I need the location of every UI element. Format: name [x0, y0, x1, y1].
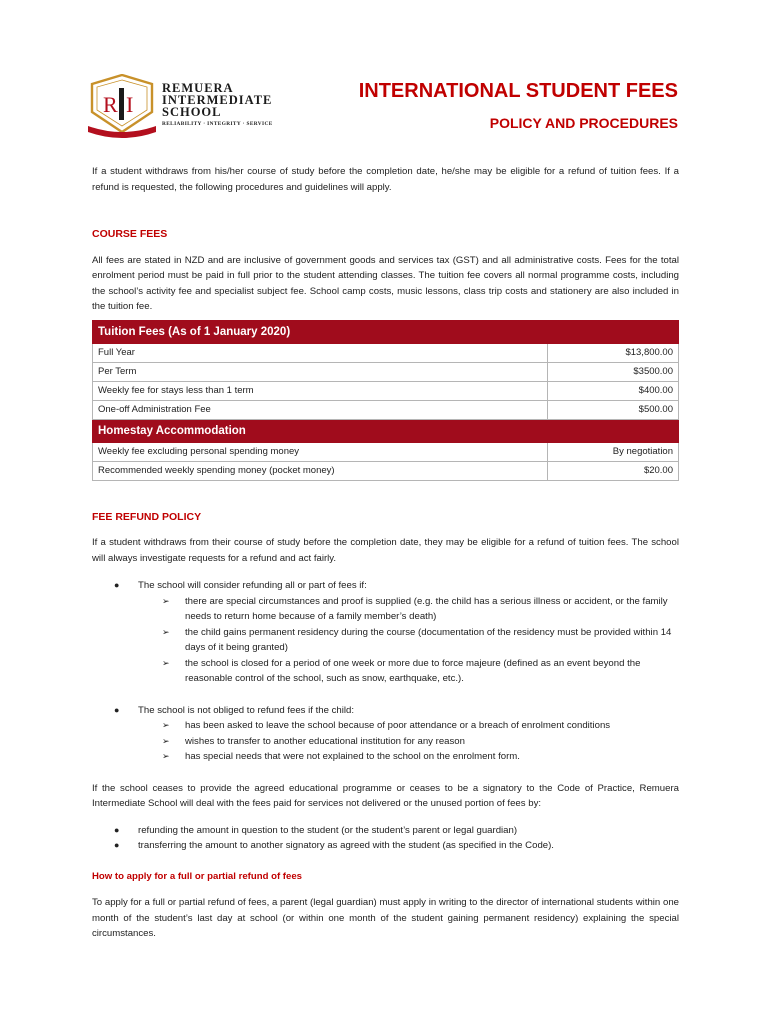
crest-divider — [119, 88, 124, 120]
bullet-icon: ● — [114, 824, 120, 835]
intro-paragraph: If a student withdraws from his/her course of study before the completion date, he/she may be eligible for a refund of tuition fees. If a refund is requested, the following procedures and guidelines will apply. — [92, 166, 679, 193]
document-title: INTERNATIONAL STUDENT FEES — [358, 80, 678, 102]
not-obliged-sublist — [92, 718, 679, 765]
list-item — [92, 578, 679, 594]
list-item — [92, 656, 679, 687]
logo-line-1: REMUERA — [162, 81, 234, 95]
arrow-bullet-icon: ➢ — [162, 657, 170, 668]
list-item — [92, 838, 679, 854]
not-obliged-item: wishes to transfer to another educational institution for any reason — [185, 735, 465, 747]
arrow-bullet-icon: ➢ — [162, 720, 170, 730]
consider-lead: The school will consider refunding all or part of fees if: — [138, 580, 367, 591]
list-item — [92, 749, 679, 765]
table-row — [93, 362, 679, 381]
list-item — [92, 625, 679, 656]
ceases-paragraph: If the school ceases to provide the agreed educational programme or ceases to be a signatory to the Code of Practice, Remuera Intermediate School will deal with the fees paid for services not delivered or the unused portion of fees by: — [92, 782, 679, 809]
course-fees-paragraph: All fees are stated in NZD and are inclusive of government goods and services tax (GST) and all administrative costs. Fees for the total enrolment period must be paid in full prior to the student attending classes. The tuition fee covers all normal programme costs, including the school’s activity fee and specialist subject fee. School camp costs, music lessons, class trip costs and stationery are also included in the tuition fee. — [92, 254, 679, 312]
crest-letter-i: I — [126, 92, 134, 117]
fee-amount: $500.00 — [548, 400, 679, 419]
bullet-icon: ● — [114, 580, 120, 590]
table-row — [93, 343, 679, 362]
consider-sublist — [92, 594, 679, 687]
fee-label: Recommended weekly spending money (pocket money) — [93, 461, 548, 480]
fee-label: Weekly fee for stays less than 1 term — [93, 381, 548, 400]
not-obliged-item: has special needs that were not explained to the school on the enrolment form. — [185, 751, 520, 762]
fee-label: Full Year — [93, 343, 548, 362]
table-row — [93, 442, 679, 461]
ceases-list — [92, 823, 679, 854]
not-obliged-list — [92, 703, 679, 719]
fee-amount: $3500.00 — [548, 362, 679, 381]
refund-intro-paragraph: If a student withdraws from their course of study before the completion date, they may be eligible for a refund of tuition fees. The school will always investigate requests for a refund and act fairly. — [92, 537, 679, 564]
logo-wordmark — [162, 82, 273, 127]
fee-label: One-off Administration Fee — [93, 400, 548, 419]
fees-table — [92, 320, 679, 481]
logo-line-3: SCHOOL — [162, 105, 222, 119]
list-item — [92, 703, 679, 719]
list-item — [92, 734, 679, 750]
document-body — [92, 164, 679, 942]
school-logo — [86, 74, 286, 140]
arrow-bullet-icon: ➢ — [162, 595, 170, 606]
homestay-header: Homestay Accommodation — [93, 419, 679, 442]
school-crest-icon — [86, 74, 158, 140]
consider-item: the child gains permanent residency during the course (documentation of the residency must be provided within 14 days of it being granted) — [185, 626, 672, 653]
not-obliged-lead: The school is not obliged to refund fees if the child: — [138, 704, 354, 716]
list-item — [92, 718, 679, 734]
tuition-header-row — [93, 320, 679, 343]
document-subtitle: POLICY AND PROCEDURES — [489, 115, 678, 131]
list-item — [92, 594, 679, 625]
ceases-item: transferring the amount to another signatory as agreed with the student (as specified in the Code). — [138, 840, 554, 851]
logo-line-2: INTERMEDIATE — [162, 93, 273, 107]
logo-tagline: RELIABILITY · INTEGRITY · SERVICE — [162, 121, 273, 127]
fee-amount: $13,800.00 — [548, 343, 679, 362]
fee-amount: $400.00 — [548, 381, 679, 400]
fee-amount: $20.00 — [548, 461, 679, 480]
not-obliged-item: has been asked to leave the school because of poor attendance or a breach of enrolment conditions — [185, 720, 611, 731]
table-row — [93, 400, 679, 419]
course-fees-heading: COURSE FEES — [92, 228, 168, 240]
arrow-bullet-icon: ➢ — [162, 626, 170, 637]
arrow-bullet-icon: ➢ — [162, 735, 170, 746]
fee-label: Weekly fee excluding personal spending money — [93, 442, 548, 461]
consider-item: the school is closed for a period of one week or more due to force majeure (defined as an event beyond the reasonable control of the school, such as snow, earthquake, etc.). — [185, 657, 641, 684]
bullet-icon: ● — [114, 840, 120, 850]
table-row — [93, 381, 679, 400]
consider-list — [92, 578, 679, 594]
arrow-bullet-icon: ➢ — [162, 751, 170, 761]
ceases-item: refunding the amount in question to the student (or the student’s parent or legal guardian) — [138, 824, 518, 836]
consider-item: there are special circumstances and proof is supplied (e.g. the child has a serious illness or accident, or the family needs to return home because of a family member’s death) — [185, 595, 668, 622]
refund-policy-heading: FEE REFUND POLICY — [92, 510, 202, 523]
list-item — [92, 823, 679, 839]
table-row — [93, 461, 679, 480]
bullet-icon: ● — [114, 704, 120, 715]
fee-label: Per Term — [93, 362, 548, 381]
tuition-header: Tuition Fees (As of 1 January 2020) — [93, 320, 679, 343]
apply-heading: How to apply for a full or partial refund of fees — [92, 870, 303, 882]
apply-paragraph: To apply for a full or partial refund of fees, a parent (legal guardian) must apply in writing to the director of international students within one month of the student’s last day at school (or within one month of the student gaining permanent residency) explaining the special circumstances. — [92, 897, 679, 939]
fee-amount: By negotiation — [548, 442, 679, 461]
crest-letter-r: R — [103, 92, 118, 117]
homestay-header-row — [93, 419, 679, 442]
